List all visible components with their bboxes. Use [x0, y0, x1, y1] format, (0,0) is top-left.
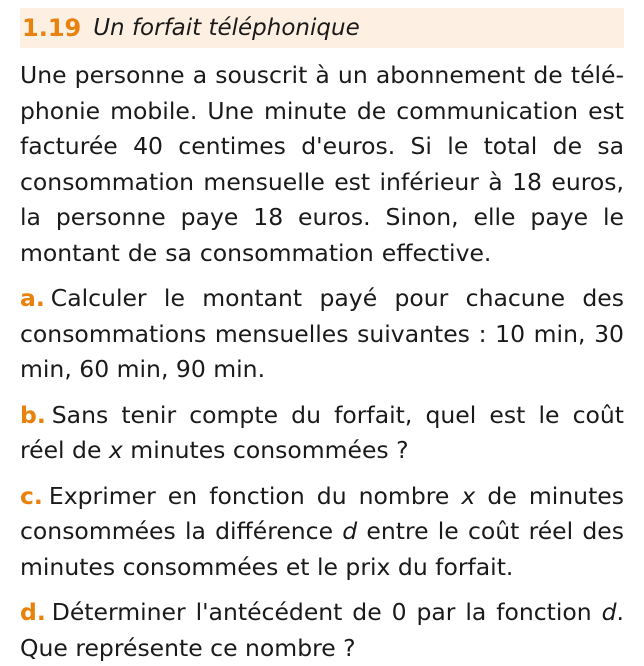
question-c-letter: c.	[20, 481, 43, 510]
variable-d: d	[601, 598, 617, 626]
question-c-text-after: entre le coût réel des minutes consommées et le prix du forfait.	[20, 517, 624, 581]
question-d-letter: d.	[20, 598, 46, 626]
variable-x: x	[461, 481, 476, 510]
exercise-title: Un forfait téléphonique	[93, 15, 360, 41]
question-b-text-before: Sans tenir compte du forfait, quel est le coût réel de	[20, 400, 624, 464]
question-a	[20, 281, 624, 388]
exercise-intro: Une personne a souscrit à un abonnement de téléphonie mobile. Une minute de communication est facturée 40 centimes d'euros. Si le total de sa consommation mensuelle est inférieur à 18 euros, la personne paye 18 euros. Sinon, elle paye le montant de sa consommation effective.	[20, 61, 624, 267]
variable-x: x	[108, 436, 123, 464]
variable-d: d	[342, 517, 358, 545]
question-c-text-middle: de minutes consommées la différence	[20, 481, 624, 545]
question-a-letter: a.	[20, 284, 45, 312]
question-c-text-before: Exprimer en fonction du nombre	[48, 481, 462, 510]
question-a-text: Calculer le montant payé pour chacune des consommations mensuelles suivantes : 10 min, 30 min, 60 min, 90 min.	[20, 284, 624, 383]
exercise-page	[0, 8, 644, 662]
exercise-number: 1.19	[22, 14, 82, 42]
question-b-text-after: minutes consommées ?	[122, 436, 409, 464]
question-d	[20, 595, 624, 666]
question-b	[20, 398, 624, 469]
question-b-letter: b.	[20, 400, 46, 429]
question-c	[20, 479, 624, 586]
question-d-text-after: . Que représente ce nombre ?	[20, 598, 624, 662]
question-d-text-before: Déterminer l'antécédent de 0 par la fonction	[51, 598, 602, 626]
exercise-header	[20, 8, 624, 48]
